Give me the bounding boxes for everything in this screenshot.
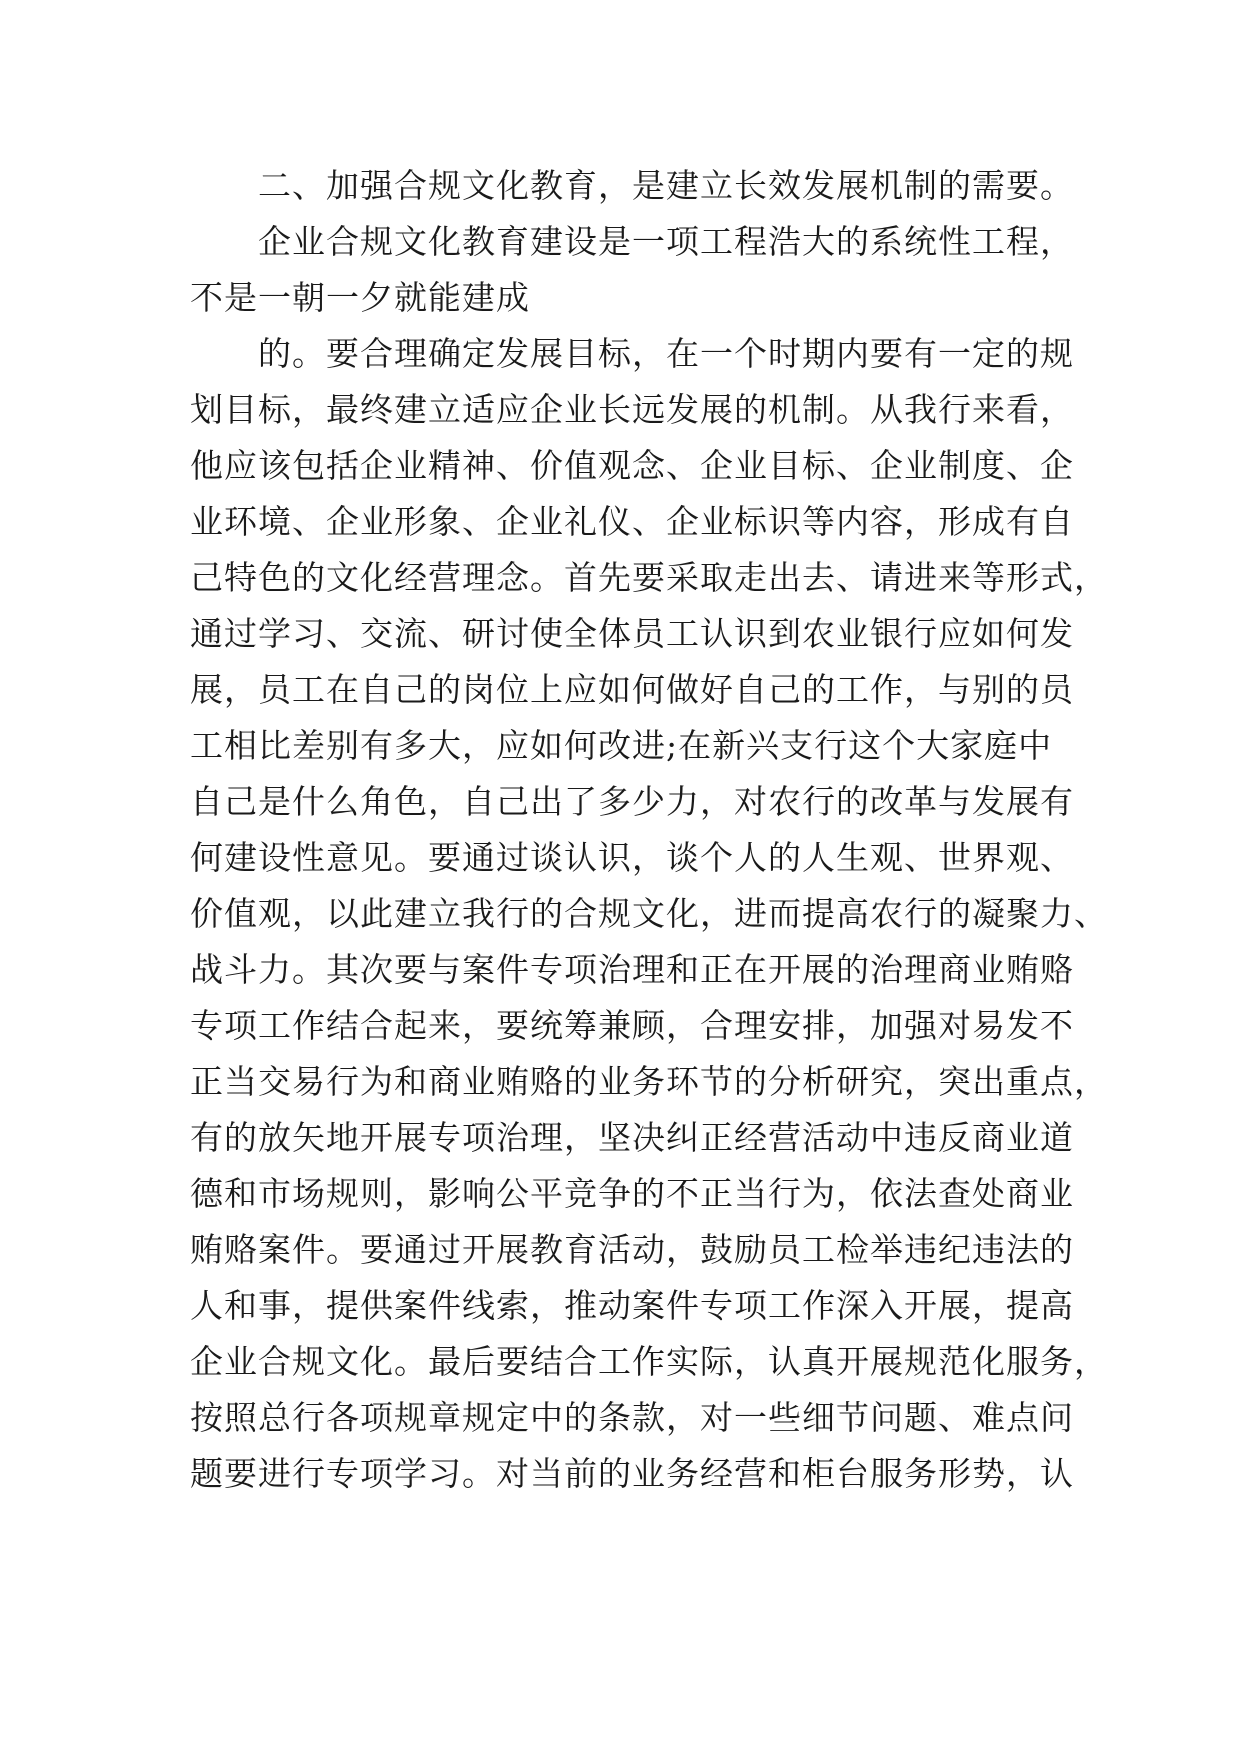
paragraph-line: 的。要合理确定发展目标，在一个时期内要有一定的规 xyxy=(258,334,1074,373)
paragraph-line: 己特色的文化经营理念。首先要采取走出去、请进来等形式， xyxy=(190,558,1108,597)
paragraph-line: 企业合规文化教育建设是一项工程浩大的系统性工程， xyxy=(258,222,1074,261)
paragraph-line: 自己是什么角色，自己出了多少力，对农行的改革与发展有 xyxy=(190,782,1074,821)
section-heading: 二、加强合规文化教育，是建立长效发展机制的需要。 xyxy=(258,166,1074,205)
paragraph-line: 企业合规文化。最后要结合工作实际，认真开展规范化服务， xyxy=(190,1342,1108,1381)
paragraph-line: 按照总行各项规章规定中的条款，对一些细节问题、难点问 xyxy=(190,1398,1074,1437)
paragraph-line: 划目标，最终建立适应企业长远发展的机制。从我行来看， xyxy=(190,390,1074,429)
document-body xyxy=(190,158,1108,1502)
paragraph-line: 有的放矢地开展专项治理，坚决纠正经营活动中违反商业道 xyxy=(190,1118,1074,1157)
paragraph-line: 题要进行专项学习。对当前的业务经营和柜台服务形势，认 xyxy=(190,1454,1074,1493)
paragraph-line: 价值观，以此建立我行的合规文化，进而提高农行的凝聚力、 xyxy=(190,894,1108,933)
paragraph-line: 展，员工在自己的岗位上应如何做好自己的工作，与别的员 xyxy=(190,670,1074,709)
paragraph-line: 业环境、企业形象、企业礼仪、企业标识等内容，形成有自 xyxy=(190,502,1074,541)
paragraph-line: 不是一朝一夕就能建成 xyxy=(190,278,530,317)
paragraph-line: 专项工作结合起来，要统筹兼顾，合理安排，加强对易发不 xyxy=(190,1006,1074,1045)
paragraph-line: 他应该包括企业精神、价值观念、企业目标、企业制度、企 xyxy=(190,446,1074,485)
paragraph-line: 人和事，提供案件线索，推动案件专项工作深入开展，提高 xyxy=(190,1286,1074,1325)
paragraph-line: 战斗力。其次要与案件专项治理和正在开展的治理商业贿赂 xyxy=(190,950,1074,989)
paragraph-line: 正当交易行为和商业贿赂的业务环节的分析研究，突出重点， xyxy=(190,1062,1108,1101)
paragraph-line: 工相比差别有多大，应如何改进;在新兴支行这个大家庭中 xyxy=(190,726,1053,765)
paragraph-line: 何建设性意见。要通过谈认识，谈个人的人生观、世界观、 xyxy=(190,838,1074,877)
paragraph-line: 贿赂案件。要通过开展教育活动，鼓励员工检举违纪违法的 xyxy=(190,1230,1074,1269)
paragraph-line: 德和市场规则，影响公平竞争的不正当行为，依法查处商业 xyxy=(190,1174,1074,1213)
paragraph-line: 通过学习、交流、研讨使全体员工认识到农业银行应如何发 xyxy=(190,614,1074,653)
